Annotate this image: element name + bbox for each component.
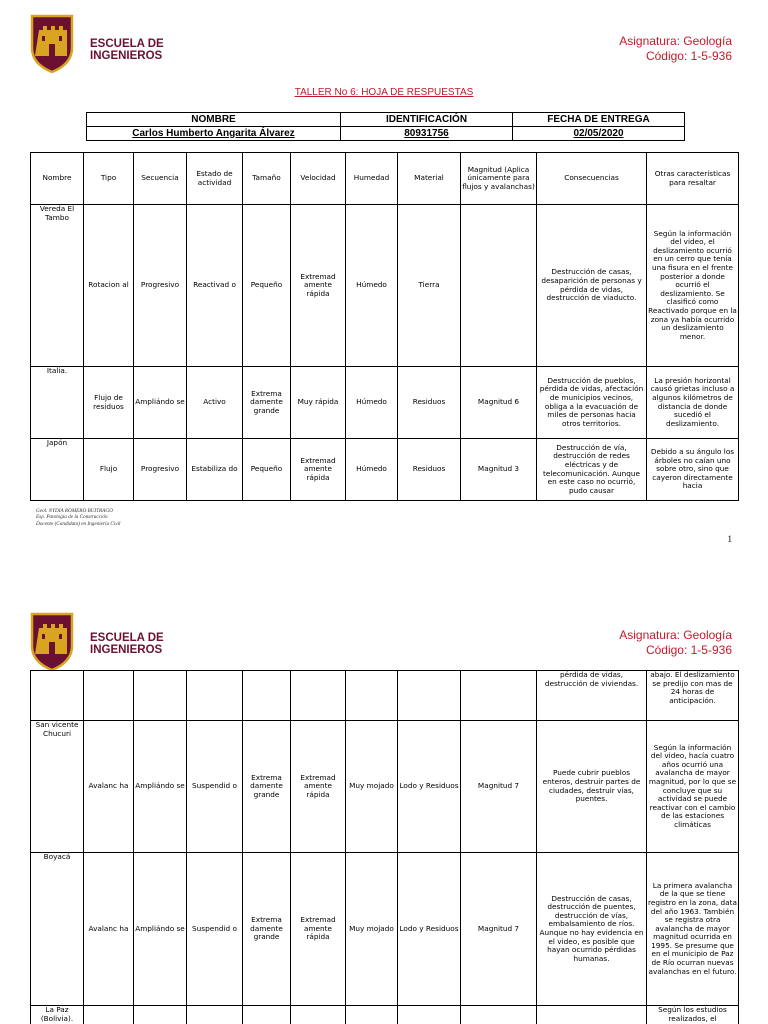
cell-material: Tierra: [398, 205, 461, 367]
cell-velocidad: [291, 671, 346, 721]
column-header: Magnitud (Aplica únicamente para flujos y avalanchas): [461, 153, 537, 205]
column-header: Material: [398, 153, 461, 205]
cell-tamano: Extrema damente grande: [243, 853, 291, 1006]
cell-tipo: [84, 671, 134, 721]
cell-consecuencias: pérdida de vidas, destrucción de viviendas.: [537, 671, 647, 721]
cell-magnitud: Magnitud 7: [461, 853, 537, 1006]
cell-humedad: Húmedo: [346, 205, 398, 367]
cell-material: [398, 671, 461, 721]
subject-label: Asignatura: Geología: [619, 628, 732, 642]
cell-secuencia: [134, 1006, 187, 1024]
cell-humedad: Muy mojado: [346, 853, 398, 1006]
cell-nombre: La Paz (Bolivia).: [31, 1006, 84, 1024]
cell-magnitud: [461, 671, 537, 721]
school-name: ESCUELA DE INGENIEROS: [90, 38, 164, 62]
cell-consecuencias: Destrucción de casas, desaparición de personas y pérdida de vidas, destrucción de viaducto.: [537, 205, 647, 367]
delivery-date: 02/05/2020: [513, 127, 685, 141]
column-header: Tamaño: [243, 153, 291, 205]
course-code: Código: 1-5-936: [645, 49, 732, 63]
cell-magnitud: [461, 205, 537, 367]
table-header-row: [31, 153, 739, 205]
cell-tipo: Flujo: [84, 439, 134, 501]
student-info-table: [86, 112, 685, 141]
cell-consecuencias: Puede cubrir pueblos enteros, destruir partes de ciudades, destruir vías, puentes.: [537, 721, 647, 853]
cell-tamano: [243, 1006, 291, 1024]
column-header: Consecuencias: [537, 153, 647, 205]
cell-tamano: [243, 671, 291, 721]
column-header: Estado de actividad: [187, 153, 243, 205]
cell-magnitud: Magnitud 7: [461, 721, 537, 853]
cell-otras: Según la información del video, el deslizamiento ocurrió en un cerro que tenía una fisura en el frente posterior a donde ocurrió el deslizamiento. Se clasificó como Reactivado porque en la zona ya había ocurrido un deslizamiento menor.: [647, 205, 739, 367]
cell-secuencia: Progresivo: [134, 205, 187, 367]
cell-tipo: Rotacion al: [84, 205, 134, 367]
column-header: Velocidad: [291, 153, 346, 205]
id-header: IDENTIFICACIÓN: [341, 113, 513, 127]
table-row: [31, 205, 739, 367]
cell-otras: Debido a su ángulo los árboles no caían uno sobre otro, sino que cayeron directamente hacia: [647, 439, 739, 501]
cell-secuencia: [134, 671, 187, 721]
cell-magnitud: [461, 1006, 537, 1024]
cell-secuencia: Ampliándo se: [134, 367, 187, 439]
student-name: Carlos Humberto Angarita Álvarez: [87, 127, 341, 141]
school-shield-logo: [30, 612, 74, 672]
cell-tipo: Flujo de residuos: [84, 367, 134, 439]
subject-info: [619, 34, 732, 64]
cell-velocidad: Extremad amente rápida: [291, 205, 346, 367]
cell-otras: La primera avalancha de la que se tiene registro en la zona, data del año 1963. También se registra otra avalancha de mayor magnitud ocurrida en 1995. Se presume que en el municipio de Paz de Río ocurran nuevas avalanchas en el futuro.: [647, 853, 739, 1006]
cell-tamano: Extrema damente grande: [243, 367, 291, 439]
cell-material: Lodo y Residuos: [398, 721, 461, 853]
cell-material: Residuos: [398, 367, 461, 439]
cell-secuencia: Ampliándo se: [134, 853, 187, 1006]
column-header: Nombre: [31, 153, 84, 205]
cell-estado: Estabiliza do: [187, 439, 243, 501]
cell-estado: Activo: [187, 367, 243, 439]
table-row: [31, 721, 739, 853]
cell-magnitud: Magnitud 3: [461, 439, 537, 501]
subject-label: Asignatura: Geología: [619, 34, 732, 48]
subject-info: [619, 628, 732, 658]
cell-tipo: Avalanc ha: [84, 721, 134, 853]
column-header: Humedad: [346, 153, 398, 205]
cell-material: Lodo y Residuos: [398, 853, 461, 1006]
landslide-table-page-1: [30, 152, 739, 501]
page-number: 1: [727, 534, 732, 544]
page-gap: [0, 560, 768, 600]
cell-velocidad: Extremad amente rápida: [291, 721, 346, 853]
course-code: Código: 1-5-936: [645, 643, 732, 657]
cell-otras: abajo. El deslizamiento se predijo con mas de 24 horas de anticipación.: [647, 671, 739, 721]
cell-estado: [187, 1006, 243, 1024]
cell-otras: La presión horizontal causó grietas incluso a algunos kilómetros de distancia de donde sucedió el deslizamiento.: [647, 367, 739, 439]
table-row: [31, 367, 739, 439]
cell-secuencia: Progresivo: [134, 439, 187, 501]
student-id: 80931756: [341, 127, 513, 141]
date-header: FECHA DE ENTREGA: [513, 113, 685, 127]
cell-magnitud: Magnitud 6: [461, 367, 537, 439]
cell-velocidad: Extremad amente rápida: [291, 439, 346, 501]
cell-estado: Suspendid o: [187, 853, 243, 1006]
worksheet-title: TALLER No 6: HOJA DE RESPUESTAS: [294, 87, 474, 98]
cell-velocidad: [291, 1006, 346, 1024]
table-row: [31, 1006, 739, 1024]
cell-secuencia: Ampliándo se: [134, 721, 187, 853]
table-row: [31, 671, 739, 721]
table-row: [31, 439, 739, 501]
table-row: [31, 853, 739, 1006]
school-shield-logo: [30, 14, 74, 74]
landslide-table-page-2: [30, 670, 739, 1024]
cell-tipo: [84, 1006, 134, 1024]
cell-humedad: [346, 671, 398, 721]
column-header: Secuencia: [134, 153, 187, 205]
column-header: Otras características para resaltar: [647, 153, 739, 205]
cell-velocidad: Extremad amente rápida: [291, 853, 346, 1006]
cell-humedad: Húmedo: [346, 367, 398, 439]
name-header: NOMBRE: [87, 113, 341, 127]
cell-humedad: [346, 1006, 398, 1024]
cell-material: Residuos: [398, 439, 461, 501]
cell-humedad: Húmedo: [346, 439, 398, 501]
cell-consecuencias: Destrucción de vía, destrucción de redes eléctricas y de telecomunicación. Aunque en este caso no ocurrió, pudo causar: [537, 439, 647, 501]
cell-tamano: Pequeño: [243, 439, 291, 501]
cell-estado: [187, 671, 243, 721]
cell-velocidad: Muy rápida: [291, 367, 346, 439]
cell-material: [398, 1006, 461, 1024]
cell-otras: Según la información del video, hacía cuatro años ocurrió una avalancha de mayor magnitud, por lo que se concluye que su actividad se puede reactivar con el cambio de las estaciones climáticas: [647, 721, 739, 853]
column-header: Tipo: [84, 153, 134, 205]
cell-estado: Suspendid o: [187, 721, 243, 853]
cell-tamano: Extrema damente grande: [243, 721, 291, 853]
cell-tamano: Pequeño: [243, 205, 291, 367]
cell-nombre: Vereda El Tambo: [31, 205, 84, 367]
cell-humedad: Muy mojado: [346, 721, 398, 853]
cell-consecuencias: [537, 1006, 647, 1024]
cell-nombre: San vicente Chucuri: [31, 721, 84, 853]
cell-consecuencias: Destrucción de casas, destrucción de puentes, destrucción de vías, embalsamiento de ríos. Aunque no hay evidencia en el video, es posible que hayan ocurrido pérdidas humanas.: [537, 853, 647, 1006]
cell-nombre: Boyacá: [31, 853, 84, 1006]
instructor-note: Geol. NYDIA ROMERO BUITRAGO Esp. Patología de la Construcción Docente (Candidata) en Ingeniería Civil: [36, 508, 121, 527]
cell-otras: Según los estudios realizados, el: [647, 1006, 739, 1024]
cell-consecuencias: Destrucción de pueblos, pérdida de vidas, afectación de municipios vecinos, obliga a la evacuación de miles de personas hacia otros territorios.: [537, 367, 647, 439]
cell-nombre: [31, 671, 84, 721]
cell-tipo: Avalanc ha: [84, 853, 134, 1006]
cell-estado: Reactivad o: [187, 205, 243, 367]
cell-nombre: Japón: [31, 439, 84, 501]
cell-nombre: Italia.: [31, 367, 84, 439]
school-name: ESCUELA DE INGENIEROS: [90, 632, 164, 656]
